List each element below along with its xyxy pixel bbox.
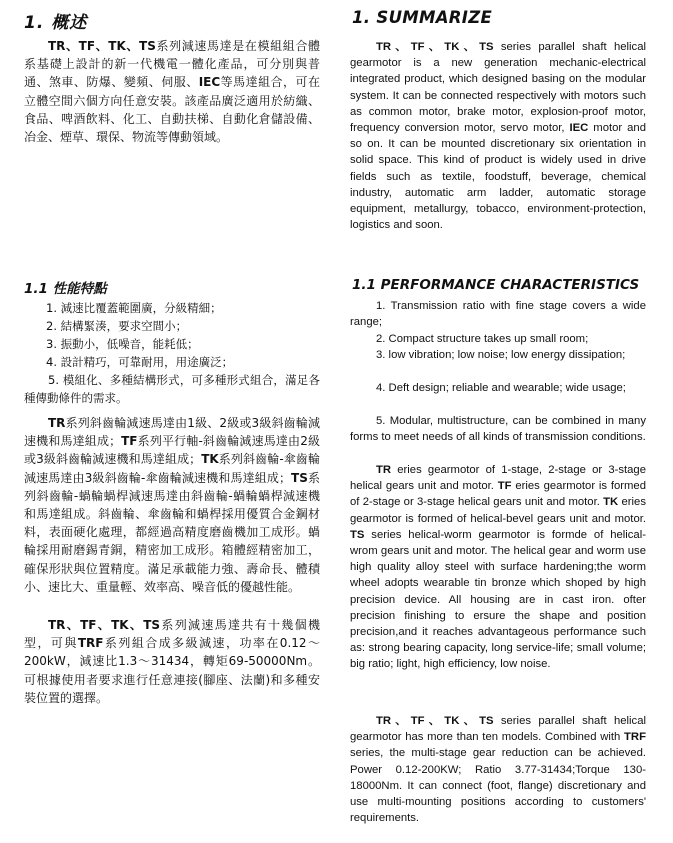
en-intro-text2: motor and so on. It can be mounted discretionary six orientation in solid space. This kind of product is widely used in drive fields such as textile, foodstuff, beverage, chemical industry, automatic arm ladder, automatic storage equipment, metallurgy, tobacco, environment-protection, logistics and soon. bbox=[350, 122, 646, 232]
en-gear-paragraph bbox=[350, 462, 646, 673]
zh-section-title: 1.1 性能特點 bbox=[24, 281, 107, 297]
zh-intro-text1: 系列減速馬達是在模組組合體系基礎上設計的新一代機電一體化產品，可分別與普通、煞車、防爆、變頻、伺服、 bbox=[24, 39, 320, 90]
zh-feature-1: 1. 減速比覆蓋範圍廣，分級精細； bbox=[46, 301, 222, 315]
en-section-title: 1.1 PERFORMANCE CHARACTERISTICS bbox=[352, 277, 640, 293]
en-gear-text4: series helical-worm gearmotor is formde of helical-wrom gears unit and motor. The helical gear and worm use high quality alloy steel with surface hardening;the worm wheel adopts wearable tin bronze which shoped by high precision device. All housing are in cast iron. ofter precision finishing to ersure the shape and position precision,and it reaches advantageous performance such as: strong bearing capacity, long service-life; small volume; big ratio; light, high efficiency, low noise. bbox=[350, 528, 646, 671]
en-feature-4: 4. Deft design; reliable and wearable; wide usage; bbox=[376, 382, 626, 394]
en-intro-iec: IEC bbox=[569, 122, 589, 135]
zh-gear-text3: 系列斜齒輪-傘齒輪減速馬達由3級斜齒輪-傘齒輪減速機和馬達組成； bbox=[24, 452, 320, 485]
en-models-paragraph bbox=[350, 713, 646, 826]
en-models-text2: series, the multi-stage gear reduction can be achieved. Power 0.12-200KW; Ratio 3.77-31434;Torque 130-18000Nm. It can connect (foot, flange) discretionary and use multi-mounting positions according to customers' requirements. bbox=[350, 747, 646, 825]
en-gear-text1: eries gearmotor of 1-stage, 2-stage or 3-stage helical gears unit and motor. bbox=[350, 464, 646, 493]
zh-gear-paragraph bbox=[24, 414, 320, 596]
en-tk-label: TK bbox=[603, 496, 619, 509]
zh-feature-3: 3. 振動小，低噪音，能耗低； bbox=[46, 337, 199, 351]
en-feature-3: 3. low vibration; low noise; low energy dissipation; bbox=[376, 349, 626, 361]
en-title: 1. SUMMARIZE bbox=[352, 8, 493, 27]
zh-gear-text1: 系列斜齒輪減速馬達由1級、2級或3級斜齒輪減速機和馬達組成； bbox=[24, 416, 320, 449]
zh-tf-label: TF bbox=[121, 434, 138, 449]
zh-feature-5: 5. 模組化、多種結構形式，可多種形式組合，滿足各種傳動條件的需求。 bbox=[24, 373, 320, 405]
zh-intro-paragraph bbox=[24, 37, 320, 146]
en-gear-text2: eries gearmotor is formed of 2-stage or 3-stage helical gears unit and motor. bbox=[350, 480, 646, 509]
en-ts-label: TS bbox=[350, 528, 365, 541]
zh-tk-label: TK bbox=[201, 452, 219, 467]
zh-ts-label: TS bbox=[291, 470, 308, 485]
zh-feature-4: 4. 設計精巧，可靠耐用，用途廣泛； bbox=[46, 355, 234, 369]
zh-models-text2: 系列組合成多級減速，功率在0.12～200kW，減速比1.3～31434，轉矩69-50000Nm。可根據使用者要求進行任意連接(腳座、法蘭)和多種安裝位置的選擇。 bbox=[24, 636, 320, 705]
zh-models-text1: 系列減速馬達共有十幾個機型，可與 bbox=[24, 618, 320, 651]
en-intro-paragraph bbox=[350, 39, 646, 233]
en-models-lead: TR、TF、TK、TS bbox=[376, 715, 494, 727]
zh-title: 1. 概述 bbox=[24, 13, 88, 33]
zh-models-paragraph bbox=[24, 616, 320, 707]
en-trf-label: TRF bbox=[624, 731, 646, 744]
zh-intro-text2: 等馬達組合，可在立體空間六個方向任意安裝。該產品廣泛適用於紡織、食品、啤酒飲料、化工、自動扶梯、自動化倉儲設備、冶金、煙草、環保、物流等傳動領域。 bbox=[24, 75, 320, 145]
zh-intro-iec: IEC bbox=[198, 75, 221, 90]
zh-tr-label: TR bbox=[48, 416, 66, 430]
zh-intro-lead: TR、TF、TK、TS bbox=[48, 39, 156, 53]
en-intro-text1: series parallel shaft helical gearmotor is a new generation mechanic-electrical integrated product, which designed basing on the modular system. It can be connected respectively with motors such as common motor, brake motor, explosion-proof motor, frequency conversion motor, servo motor, bbox=[350, 41, 646, 135]
zh-feature-2: 2. 結構緊湊，要求空間小； bbox=[46, 319, 188, 333]
en-feature-1: 1. Transmission ratio with fine stage covers a wide range; bbox=[350, 300, 646, 329]
en-models-text1: series parallel shaft helical gearmotor has more than ten models. Combined with bbox=[350, 715, 646, 744]
en-feature-5: 5. Modular, multistructure, can be combined in many forms to meet needs of all kinds of transmission conditions. bbox=[350, 415, 646, 444]
en-tr-label: TR bbox=[376, 464, 392, 476]
zh-trf-label: TRF bbox=[77, 636, 104, 651]
en-gear-text3: eries gearmotor is formed of helical-bevel gears unit and motor. bbox=[350, 496, 646, 525]
zh-models-lead: TR、TF、TK、TS bbox=[48, 618, 161, 632]
zh-gear-text2: 系列平行軸-斜齒輪減速馬達由2級或3級斜齒輪減速機和馬達組成； bbox=[24, 434, 320, 467]
en-tf-label: TF bbox=[497, 480, 512, 493]
zh-gear-text4: 系列斜齒輪-蝸輪蝸桿減速馬達由斜齒輪-蝸輪蝸桿減速機和馬達組成。斜齒輪、傘齒輪和蝸桿採用優質合金鋼材料，表面硬化處理，都經過高精度磨齒機加工成形。蝸輪採用耐磨錫青銅，精密加工成形。箱體經精密加工，確保形狀與位置精度。滿足承載能力強、壽命長、體積小、速比大、重量輕、效率高、噪音低的優越性能。 bbox=[24, 470, 320, 594]
en-feature-2: 2. Compact structure takes up small room; bbox=[376, 333, 589, 345]
en-intro-lead: TR、TF、TK、TS bbox=[376, 41, 494, 53]
